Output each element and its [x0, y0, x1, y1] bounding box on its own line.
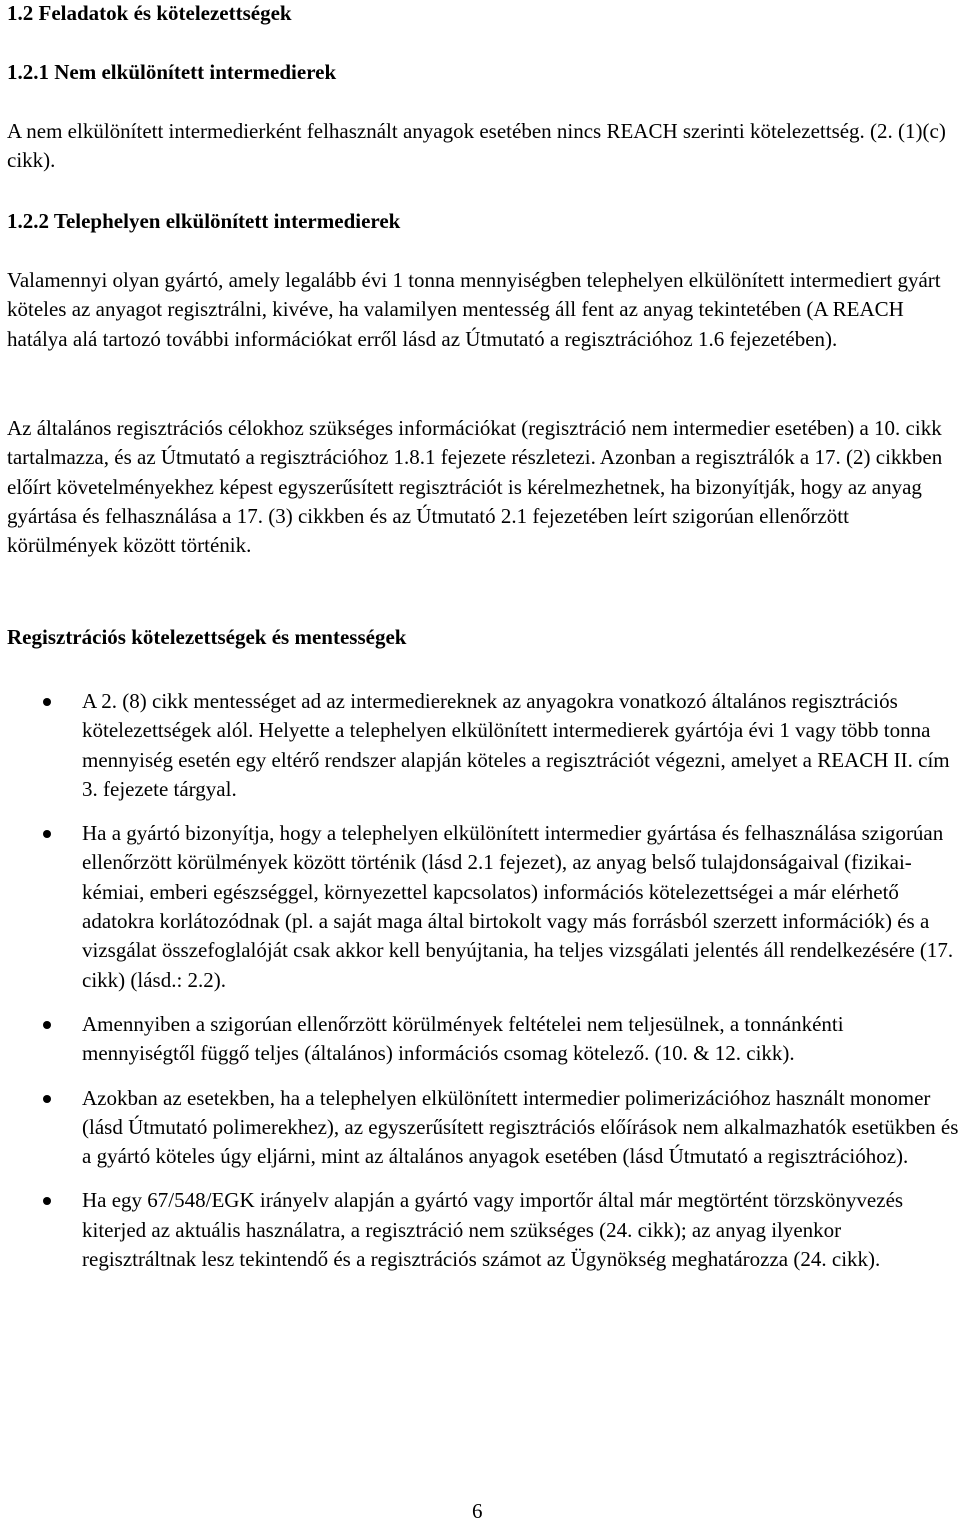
subsection-heading-site-isolated: 1.2.2 Telephelyen elkülönített intermedierek	[7, 209, 401, 233]
registration-heading: Regisztrációs kötelezettségek és mentességek	[7, 625, 407, 649]
bullet-icon	[43, 1197, 51, 1205]
paragraph-site-isolated-2: Az általános regisztrációs célokhoz szükséges információkat (regisztráció nem intermedier esetében) a 10. cikk tartalmazza, és az Útmutató a regisztrációhoz 1.8.1 fejezete részletezi. Azonban a regisztrálók a 17. (2) cikkben előírt követelményekhez képest egyszerűsített regisztrációt is kérelmezhetnek, ha bizonyítják, hogy az anyag gyártása és felhasználása a 17. (3) cikkben és az Útmutató 2.1 fejezetében leírt szigorúan ellenőrzött körülmények között történik.	[7, 416, 943, 558]
bullet-icon	[43, 830, 51, 838]
bullet-icon	[43, 698, 51, 706]
list-item-text: Amennyiben a szigorúan ellenőrzött körülmények feltételei nem teljesülnek, a tonnánkénti mennyiségtől függő teljes (általános) információs csomag kötelező. (10. & 12. cikk).	[82, 1011, 844, 1066]
list-item	[7, 1186, 959, 1274]
paragraph-site-isolated-1: Valamennyi olyan gyártó, amely legalább évi 1 tonna mennyiségben telephelyen elkülönített intermediert gyárt köteles az anyagot regisztrálni, kivéve, ha valamilyen mentesség áll fent az anyag tekintetében (A REACH hatálya alá tartozó további információkat erről lásd az Útmutató a regisztrációhoz 1.6 fejezetében).	[7, 268, 941, 351]
paragraph-non-isolated: A nem elkülönített intermedierként felhasznált anyagok esetében nincs REACH szerinti kötelezettség. (2. (1)(c) cikk).	[7, 119, 946, 173]
list-item	[7, 1084, 959, 1172]
list-item-text: Ha a gyártó bizonyítja, hogy a telephelyen elkülönített intermedier gyártása és felhasználása szigorúan ellenőrzött körülmények között történik (lásd 2.1 fejezet), az anyag belső tulajdonságaival (fizikai-kémiai, emberi egészséggel, környezettel kapcsolatos) információs kötelezettségei a már elérhető adatokra korlátozódnak (pl. a saját maga által birtokolt vagy más forrásból szerzett információk) és a vizsgálat összefoglalóját csak akkor kell benyújtania, ha teljes vizsgálati jelentés áll rendelkezésére (17. cikk) (lásd.: 2.2).	[82, 821, 954, 992]
page-number: 6	[472, 1499, 483, 1523]
list-item-text: Azokban az esetekben, ha a telephelyen elkülönített intermedier polimerizációhoz használt monomer (lásd Útmutató polimerekhez), az egyszerűsített regisztrációs előírások nem alkalmazhatók esetükben és a gyártó köteles úgy eljárni, mint az általános anyagok esetében (lásd Útmutató a regisztrációhoz).	[82, 1085, 959, 1169]
subsection-heading-non-isolated: 1.2.1 Nem elkülönített intermedierek	[7, 60, 337, 84]
list-item-text: A 2. (8) cikk mentességet ad az intermediereknek az anyagokra vonatkozó általános regisztrációs kötelezettségek alól. Helyette a telephelyen elkülönített intermedierek gyártója évi 1 vagy több tonna mennyiség esetén egy eltérő rendszer alapján köteles a regisztrációt végezni, amelyet a REACH II. cím 3. fejezete tárgyal.	[82, 689, 950, 801]
list-item	[7, 687, 959, 804]
list-item-text: Ha egy 67/548/EGK irányelv alapján a gyártó vagy importőr által már megtörtént törzskönyvezés kiterjed az aktuális használatra, a regisztráció nem szükséges (24. cikk); az anyag ilyenkor regisztráltnak lesz tekintendő és a regisztrációs számot az Ügynökség meghatározza (24. cikk).	[82, 1188, 904, 1272]
section-heading: 1.2 Feladatok és kötelezettségek	[7, 1, 292, 25]
list-item	[7, 1010, 959, 1069]
bullet-list	[7, 687, 959, 1289]
list-item	[7, 819, 959, 995]
bullet-icon	[43, 1095, 51, 1103]
bullet-icon	[43, 1021, 51, 1029]
